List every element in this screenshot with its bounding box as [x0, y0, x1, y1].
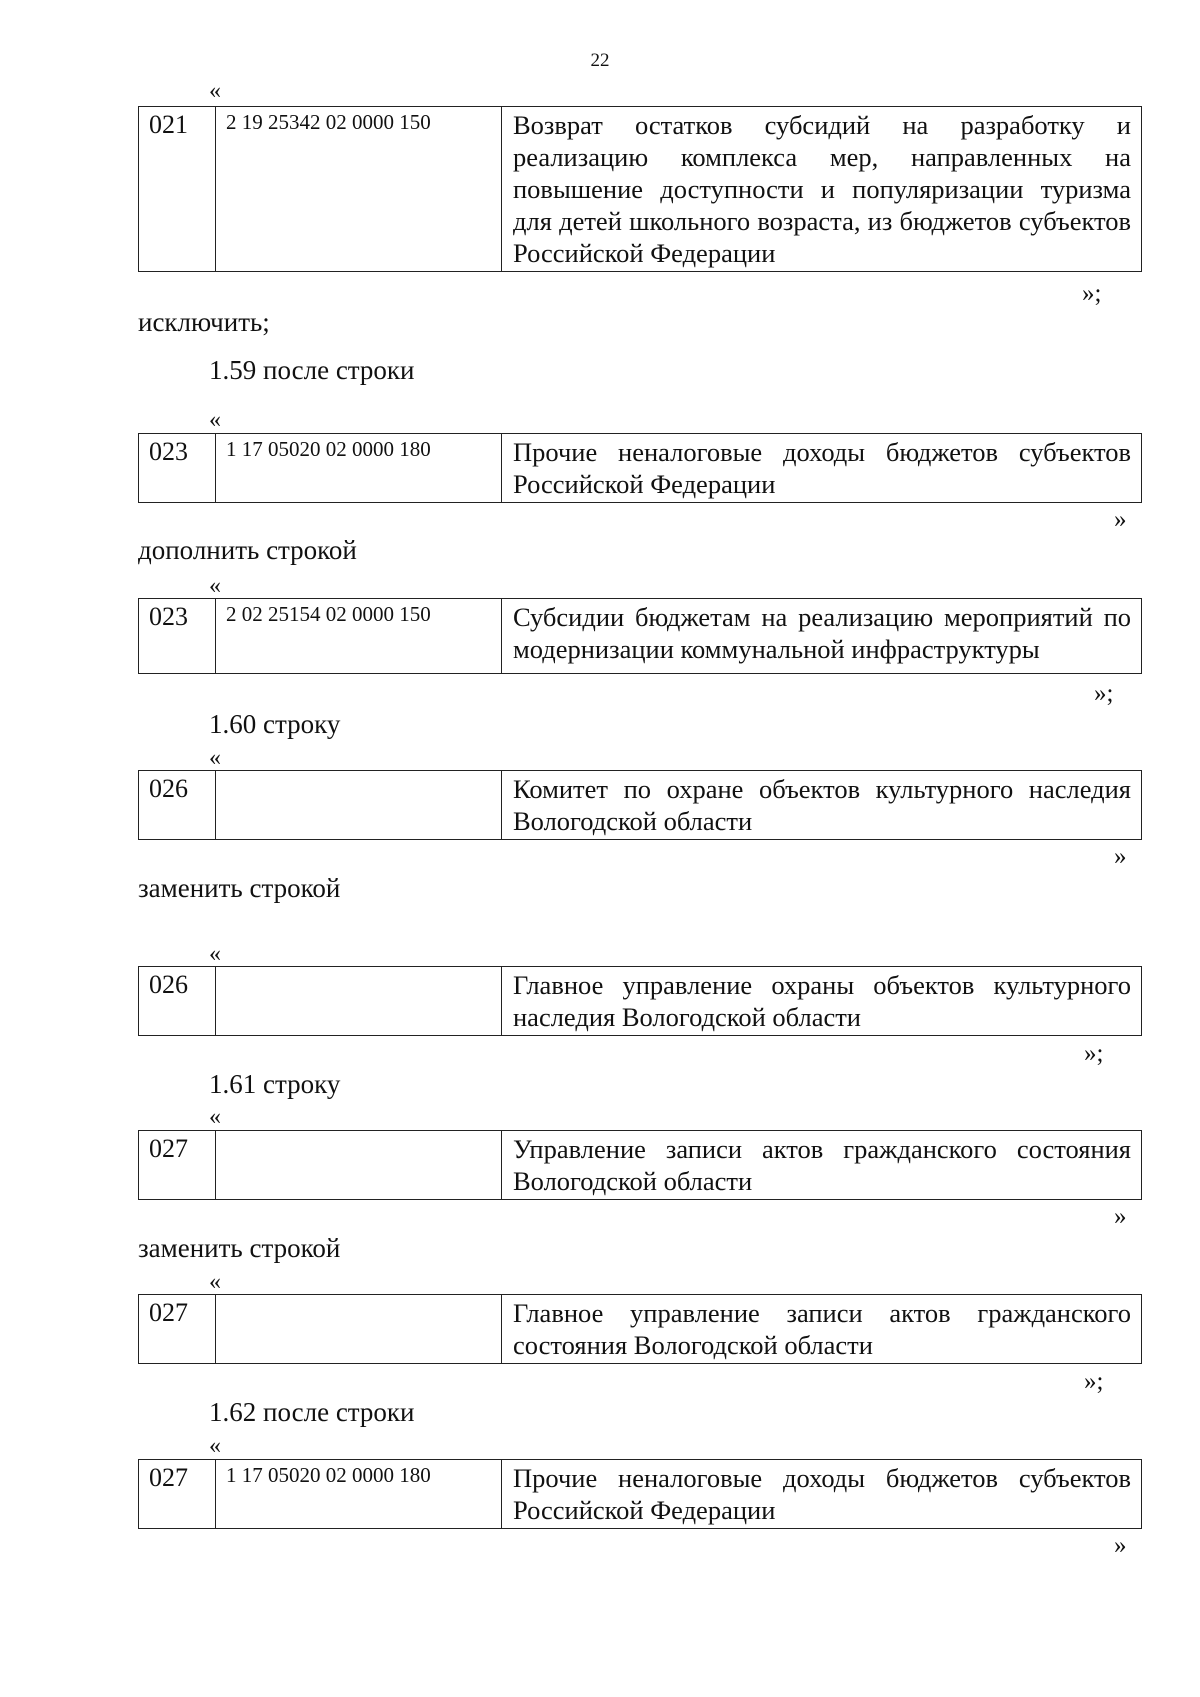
budget-table-row [138, 433, 1142, 503]
admin-code: 026 [149, 774, 188, 803]
income-name: Прочие неналоговые доходы бюджетов субъектов Российской Федерации [513, 1463, 1131, 1525]
budget-classification-code: 1 17 05020 02 0000 180 [226, 437, 431, 461]
budget-classification-code [216, 771, 501, 773]
budget-table-row [138, 770, 1142, 840]
authority-name: Управление записи актов гражданского состояния Вологодской области [513, 1134, 1131, 1196]
admin-code: 027 [149, 1134, 188, 1163]
closing-quote: » [1114, 506, 1127, 533]
budget-table-row [138, 106, 1142, 272]
budget-classification-code: 2 19 25342 02 0000 150 [226, 110, 431, 134]
opening-quote: « [209, 1104, 221, 1130]
closing-quote: »; [1084, 1368, 1104, 1395]
admin-code: 023 [149, 602, 188, 631]
budget-table-row [138, 1294, 1142, 1364]
page-number: 22 [590, 50, 610, 71]
authority-name: Комитет по охране объектов культурного наследия Вологодской области [513, 774, 1131, 836]
income-name: Возврат остатков субсидий на разработку и реализацию комплекса мер, направленных на повышение доступности и популяризации туризма для детей школьного возраста, из бюджетов субъектов Российской Федерации [513, 110, 1131, 268]
instruction-replace-row: заменить строкой [138, 873, 341, 903]
section-heading-1-61: 1.61 строку [209, 1069, 341, 1099]
opening-quote: « [209, 745, 221, 771]
income-name: Прочие неналоговые доходы бюджетов субъектов Российской Федерации [513, 437, 1131, 499]
closing-quote: »; [1082, 280, 1102, 307]
budget-classification-code: 1 17 05020 02 0000 180 [226, 1463, 431, 1487]
opening-quote: « [209, 1433, 221, 1459]
admin-code: 026 [149, 970, 188, 999]
admin-code: 027 [149, 1463, 188, 1492]
admin-code: 027 [149, 1298, 188, 1327]
closing-quote: »; [1084, 1040, 1104, 1067]
budget-table-row [138, 1459, 1142, 1529]
budget-classification-code [216, 967, 501, 969]
instruction-add-row: дополнить строкой [138, 535, 357, 565]
opening-quote: « [209, 941, 221, 967]
budget-table-row [138, 966, 1142, 1036]
instruction-replace-row: заменить строкой [138, 1233, 341, 1263]
closing-quote: »; [1094, 680, 1114, 707]
budget-table-row [138, 598, 1142, 674]
authority-name: Главное управление записи актов гражданского состояния Вологодской области [513, 1298, 1131, 1360]
closing-quote: » [1114, 1203, 1127, 1230]
opening-quote: « [209, 78, 221, 104]
admin-code: 023 [149, 437, 188, 466]
budget-classification-code: 2 02 25154 02 0000 150 [226, 602, 431, 626]
section-heading-1-59: 1.59 после строки [209, 355, 415, 385]
opening-quote: « [209, 1269, 221, 1295]
closing-quote: » [1114, 1532, 1127, 1559]
opening-quote: « [209, 573, 221, 599]
budget-table-row [138, 1130, 1142, 1200]
closing-quote: » [1114, 843, 1127, 870]
income-name: Субсидии бюджетам на реализацию мероприятий по модернизации коммунальной инфраструктуры [513, 602, 1131, 664]
admin-code: 021 [149, 110, 188, 139]
section-heading-1-62: 1.62 после строки [209, 1397, 415, 1427]
instruction-exclude: исключить; [138, 307, 270, 337]
authority-name: Главное управление охраны объектов культурного наследия Вологодской области [513, 970, 1131, 1032]
opening-quote: « [209, 407, 221, 433]
budget-classification-code [216, 1295, 501, 1297]
section-heading-1-60: 1.60 строку [209, 709, 341, 739]
budget-classification-code [216, 1131, 501, 1133]
